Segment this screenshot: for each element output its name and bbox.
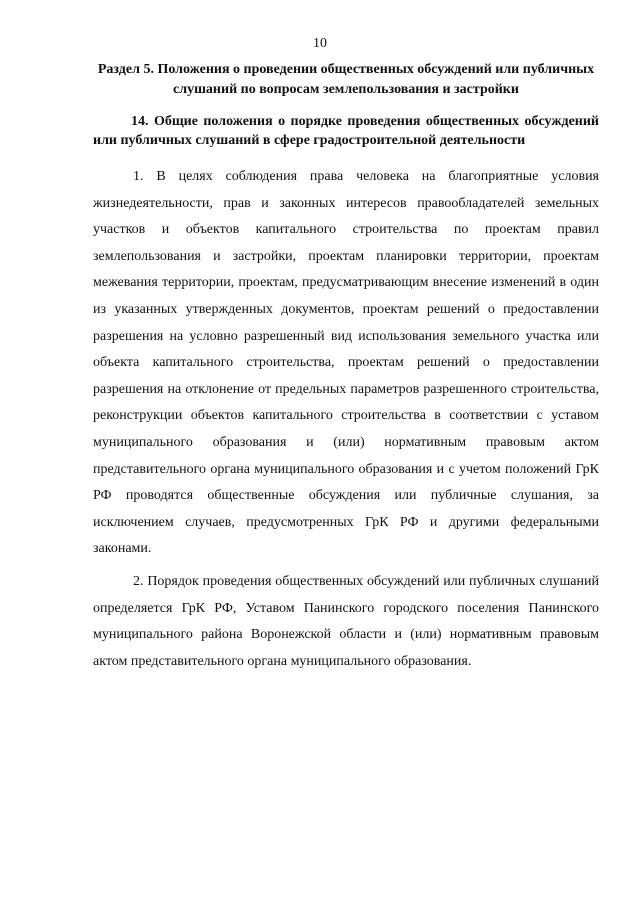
subsection-title: 14. Общие положения о порядке проведения общественных обсуждений или публичных слушаний в сфере градостроительной деятельности [93, 114, 599, 148]
section-title: Раздел 5. Положения о проведении общественных обсуждений или публичных слушаний по вопросам землепользования и застройки [97, 62, 595, 97]
paragraph-1: 1. В целях соблюдения права человека на благоприятные условия жизнедеятельности, прав и законных интересов правообладателей земельных участков и объектов капитального строительства по проектам правил землепользования и застройки, проектам планировки территории, проектам межевания территории, проектам, предусматривающим внесение изменений в один из указанных утвержденных документов, проектам решений о предоставлении разрешения на условно разрешенный вид использования земельного участка или объекта капитального строительства, проектам решений о предоставлении разрешения на отклонение от предельных параметров разрешенного строительства, реконструкции объектов капитального строительства в соответствии с уставом муниципального образования и (или) нормативным правовым актом представительного органа муниципального образования и с учетом положений ГрК РФ проводятся общественные обсуждения или публичные слушания, за исключением случаев, предусмотренных ГрК РФ и другими федеральными законами. [93, 169, 599, 557]
page-number: 10 [313, 36, 327, 51]
paragraph-2: 2. Порядок проведения общественных обсуждений или публичных слушаний определяется ГрК РФ, Уставом Панинского городского поселения Панинского муниципального района Воронежской области и (или) нормативным правовым актом представительного органа муниципального образования. [93, 573, 599, 669]
document-body [93, 60, 599, 675]
